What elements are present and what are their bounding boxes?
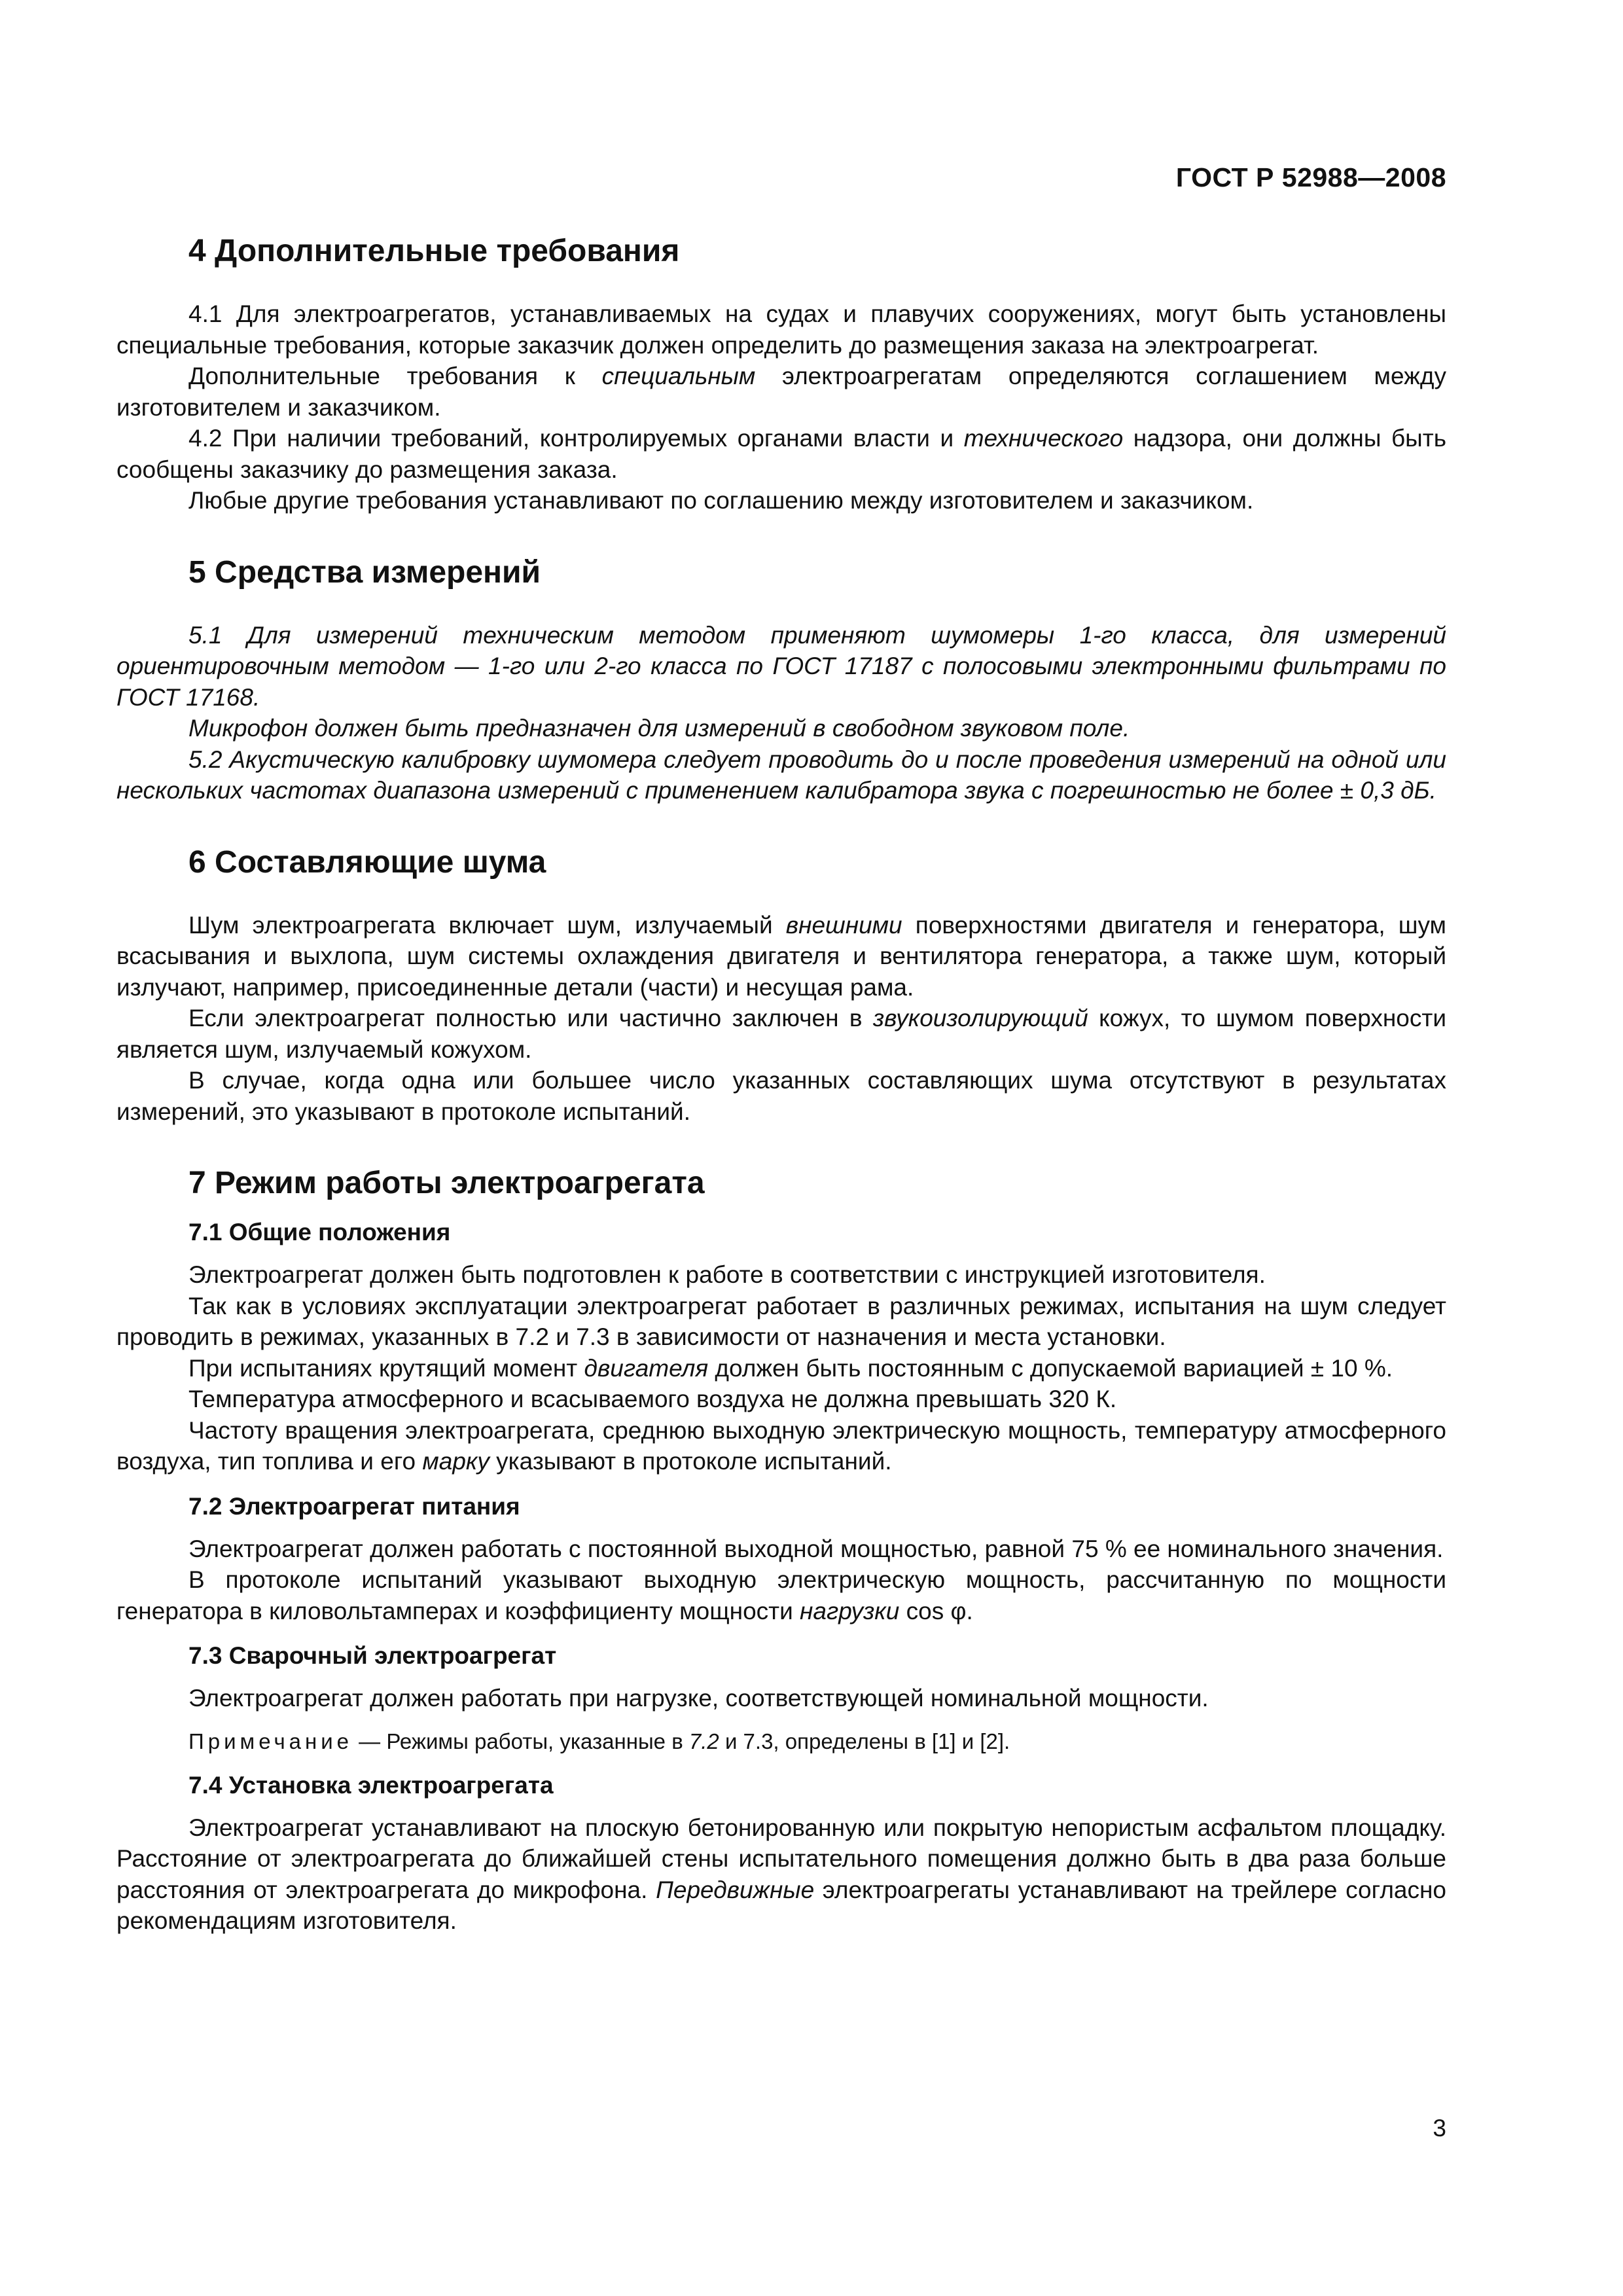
section-5 (116, 553, 1446, 806)
subsection-7-2-title: 7.2 Электроагрегат питания (188, 1492, 520, 1520)
paragraph (116, 1812, 1446, 1937)
text-run: 4.2 При наличии требований, контролируемых органами власти и (188, 425, 964, 452)
subsection-7-1 (116, 1217, 1446, 1477)
paragraph: 4.1 Для электроагрегатов, устанавливаемых на судах и плавучих сооружениях, могут быть установлены специальные требования, которые заказчик должен определить до размещения заказа на электроагрегат. (116, 300, 1446, 359)
paragraph: Электроагрегат должен работать с постоянной выходной мощностью, равной 75 % ее номинального значения. (188, 1535, 1444, 1562)
text-run: В протоколе испытаний указывают выходную электрическую мощность, рассчитанную по мощности генератора в киловольтамперах и коэффициенту мощности (116, 1566, 1446, 1624)
paragraph (116, 1353, 1446, 1384)
emphasis-text: 7.2 (688, 1729, 719, 1753)
section-6 (116, 843, 1446, 1128)
note-label: Примечание (188, 1729, 353, 1753)
document-id-header: ГОСТ Р 52988—2008 (1175, 162, 1446, 192)
subsection-7-3 (116, 1641, 1446, 1756)
subsection-7-3-title: 7.3 Сварочный электроагрегат (188, 1642, 557, 1669)
emphasis-text: двигателя (584, 1354, 709, 1382)
section-4 (116, 232, 1446, 516)
subsection-7-4 (116, 1770, 1446, 1937)
emphasis-text: нагрузки (800, 1597, 900, 1624)
paragraph: Электроагрегат должен работать при нагрузке, соответствующей номинальной мощности. (188, 1685, 1209, 1712)
section-7-title: 7 Режим работы электроагрегата (188, 1166, 705, 1200)
paragraph (116, 361, 1446, 423)
text-run: поверхностями двигателя и генератора, шум всасывания и выхлопа, шум системы охлаждения двигателя и вентилятора генератора, а также шум, который излучают, например, присоединенные детали (части) и несущая рама. (116, 911, 1446, 1001)
text-run: Дополнительные требования к (188, 363, 602, 389)
paragraph: 5.2 Акустическую калибровку шумомера следует проводить до и после проведения измерений на одной или нескольких частотах диапазона измерений с применением калибратора звука с погрешностью не более ± 0,3 дБ. (116, 745, 1446, 804)
text-run: Если электроагрегат полностью или частично заключен в (188, 1005, 873, 1031)
emphasis-text: Передвижные (656, 1876, 815, 1903)
text-run: Электроагрегат устанавливают на плоскую бетонированную или покрытую непористым асфальтом площадку. Расстояние от электроагрегата до ближайшей стены испытательного помещения должно быть в два раза больше расстояния от электроагрегата до микрофона. (116, 1814, 1446, 1903)
section-6-title: 6 Составляющие шума (188, 844, 546, 880)
section-7 (116, 1164, 1446, 1937)
subsection-7-1-title: 7.1 Общие положения (188, 1219, 451, 1246)
paragraph (116, 423, 1446, 485)
text-run: надзора, они должны быть сообщены заказчику до размещения заказа. (116, 425, 1446, 483)
paragraph: Температура атмосферного и всасываемого воздуха не должна превышать 320 К. (188, 1386, 1117, 1412)
section-4-title: 4 Дополнительные требования (188, 234, 680, 268)
emphasis-text: внешними (785, 911, 902, 939)
paragraph: В случае, когда одна или большее число указанных составляющих шума отсутствуют в результатах измерений, это указывают в протоколе испытаний. (116, 1067, 1446, 1125)
text-run: Частоту вращения электроагрегата, среднюю выходную электрическую мощность, температуру атмосферного воздуха, тип топлива и его (116, 1416, 1446, 1475)
emphasis-text: марку (422, 1448, 490, 1475)
paragraph: Любые другие требования устанавливают по соглашению между изготовителем и заказчиком. (188, 487, 1254, 514)
note (116, 1727, 1446, 1756)
subsection-7-2 (116, 1492, 1446, 1627)
emphasis-text: звукоизолирующий (872, 1005, 1088, 1031)
emphasis-text: технического (963, 425, 1124, 452)
text-run: должен быть постоянным с допускаемой вариацией ± 10 %. (708, 1354, 1393, 1382)
text-run: кожух, то шумом поверхности является шум, излучаемый кожухом. (116, 1005, 1446, 1063)
text-run: электроагрегаты устанавливают на трейлере согласно рекомендациям изготовителя. (116, 1876, 1446, 1934)
text-run: При испытаниях крутящий момент (188, 1354, 584, 1382)
page-number: 3 (1433, 2115, 1446, 2142)
text-run: Шум электроагрегата включает шум, излучаемый (188, 911, 786, 939)
paragraph: 5.1 Для измерений техническим методом применяют шумомеры 1-го класса, для измерений ориентировочным методом — 1-го или 2-го класса по ГОСТ 17187 с полосовыми электронными фильтрами по ГОСТ 17168. (116, 621, 1446, 711)
paragraph (116, 910, 1446, 1003)
paragraph (116, 1415, 1446, 1477)
paragraph: Так как в условиях эксплуатации электроагрегат работает в различных режимах, испытания на шум следует проводить в режимах, указанных в 7.2 и 7.3 в зависимости от назначения и места установки. (116, 1292, 1446, 1350)
text-run: — Режимы работы, указанные в (353, 1729, 689, 1753)
text-run: cos φ. (899, 1597, 973, 1624)
paragraph: Микрофон должен быть предназначен для измерений в свободном звуковом поле. (188, 715, 1130, 742)
text-run: электроагрегатам определяются соглашением между изготовителем и заказчиком. (116, 363, 1446, 421)
emphasis-text: специальным (601, 363, 756, 389)
section-5-title: 5 Средства измерений (188, 554, 541, 590)
subsection-7-4-title: 7.4 Установка электроагрегата (188, 1771, 554, 1799)
paragraph (116, 1003, 1446, 1065)
text-run: указывают в протоколе испытаний. (489, 1448, 892, 1475)
paragraph: Электроагрегат должен быть подготовлен к работе в соответствии с инструкцией изготовителя. (188, 1261, 1266, 1288)
text-run: и 7.3, определены в [1] и [2]. (719, 1729, 1010, 1753)
paragraph (116, 1564, 1446, 1626)
